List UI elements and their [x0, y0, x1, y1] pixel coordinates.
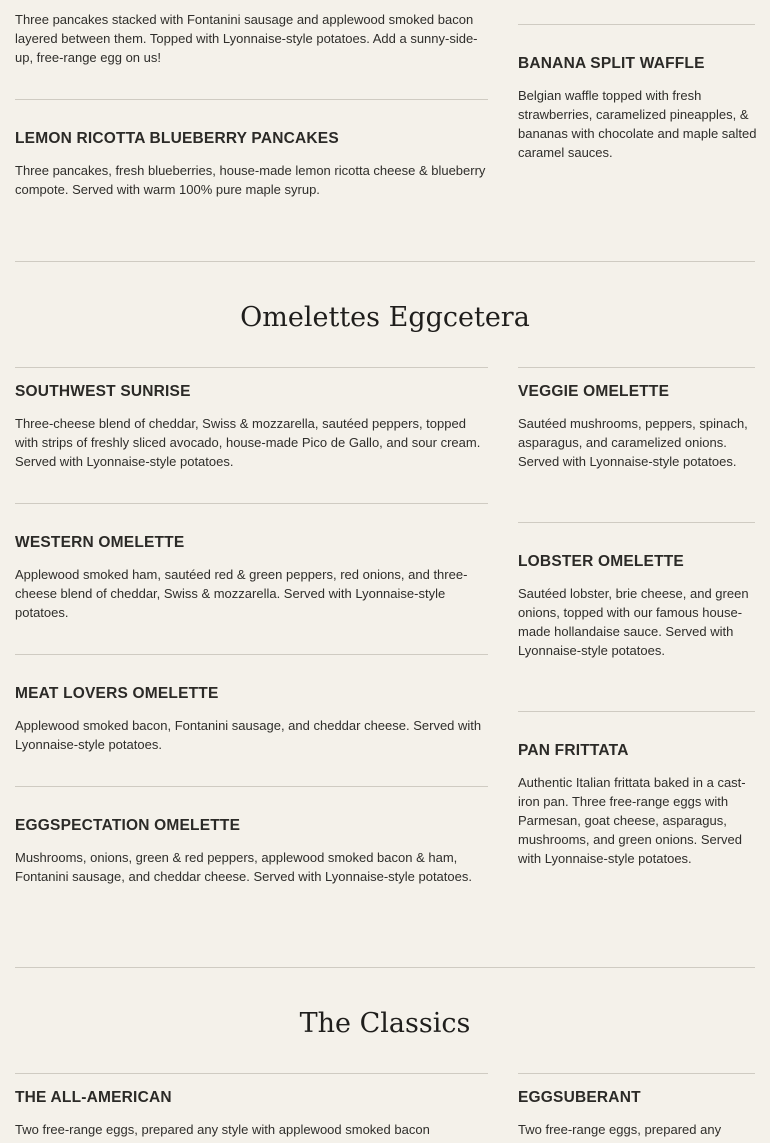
- divider: [15, 503, 488, 504]
- menu-item: [518, 55, 758, 162]
- item-description: Sautéed lobster, brie cheese, and green onions, topped with our famous house-made hollandaise sauce. Served with Lyonnaise-style potatoes.: [518, 586, 749, 658]
- divider: [15, 1073, 488, 1074]
- menu-item: [15, 534, 490, 622]
- item-description: Sautéed mushrooms, peppers, spinach, asparagus, and caramelized onions. Served with Lyonnaise-style potatoes.: [518, 416, 748, 469]
- menu-item: [15, 1089, 490, 1139]
- item-description: Three pancakes stacked with Fontanini sausage and applewood smoked bacon layered between them. Topped with Lyonnaise-style potatoes. Add a sunny-side-up, free-range egg on us!: [15, 12, 478, 65]
- menu-item: [15, 10, 490, 67]
- menu-item: [15, 817, 490, 886]
- item-title: BANANA SPLIT WAFFLE: [518, 55, 705, 72]
- item-description: Three-cheese blend of cheddar, Swiss & mozzarella, sautéed peppers, topped with strips of freshly sliced avocado, house-made Pico de Gallo, and sour cream. Served with Lyonnaise-style potatoes.: [15, 416, 481, 469]
- item-description: Applewood smoked bacon, Fontanini sausage, and cheddar cheese. Served with Lyonnaise-style potatoes.: [15, 718, 482, 752]
- divider: [15, 367, 488, 368]
- divider: [518, 522, 755, 523]
- menu-item: [15, 685, 490, 754]
- menu-item: [15, 383, 490, 471]
- divider: [518, 1073, 755, 1074]
- divider: [15, 99, 488, 100]
- item-title: PAN FRITTATA: [518, 742, 629, 759]
- section-title: The Classics: [299, 1008, 471, 1039]
- item-description: Two free-range eggs, prepared any: [518, 1122, 722, 1137]
- section-divider: [15, 261, 755, 262]
- divider: [15, 654, 488, 655]
- item-title: EGGSPECTATION OMELETTE: [15, 817, 241, 834]
- divider: [518, 367, 755, 368]
- item-description: Applewood smoked ham, sautéed red & green peppers, red onions, and three-cheese blend of cheddar, Swiss & mozzarella. Served with Lyonnaise-style potatoes.: [15, 567, 468, 620]
- menu-item: [15, 130, 490, 199]
- menu-item: [518, 383, 758, 471]
- item-description: Three pancakes, fresh blueberries, house-made lemon ricotta cheese & blueberry compote. Served with warm 100% pure maple syrup.: [15, 163, 486, 197]
- section-title: Omelettes Eggcetera: [240, 302, 530, 333]
- divider: [518, 711, 755, 712]
- menu-item: [518, 1089, 758, 1139]
- divider: [518, 24, 755, 25]
- item-description: Authentic Italian frittata baked in a cast-iron pan. Three free-range eggs with Parmesan, goat cheese, asparagus, mushrooms, and green onions. Served with Lyonnaise-style potatoes.: [518, 775, 746, 866]
- item-title: SOUTHWEST SUNRISE: [15, 383, 191, 400]
- item-description: Belgian waffle topped with fresh strawberries, caramelized pineapples, & bananas with chocolate and maple salted caramel sauces.: [518, 88, 757, 160]
- section-divider: [15, 967, 755, 968]
- item-title: VEGGIE OMELETTE: [518, 383, 670, 400]
- item-title: LOBSTER OMELETTE: [518, 553, 684, 570]
- item-title: MEAT LOVERS OMELETTE: [15, 685, 219, 702]
- divider: [15, 786, 488, 787]
- item-description: Mushrooms, onions, green & red peppers, applewood smoked bacon & ham, Fontanini sausage, and cheddar cheese. Served with Lyonnaise-style potatoes.: [15, 850, 472, 884]
- item-title: WESTERN OMELETTE: [15, 534, 185, 551]
- item-title: LEMON RICOTTA BLUEBERRY PANCAKES: [15, 130, 339, 147]
- menu-item: [518, 553, 758, 660]
- item-title: EGGSUBERANT: [518, 1089, 641, 1106]
- item-description: Two free-range eggs, prepared any style with applewood smoked bacon: [15, 1122, 430, 1137]
- menu-item: [518, 742, 758, 868]
- item-title: THE ALL-AMERICAN: [15, 1089, 172, 1106]
